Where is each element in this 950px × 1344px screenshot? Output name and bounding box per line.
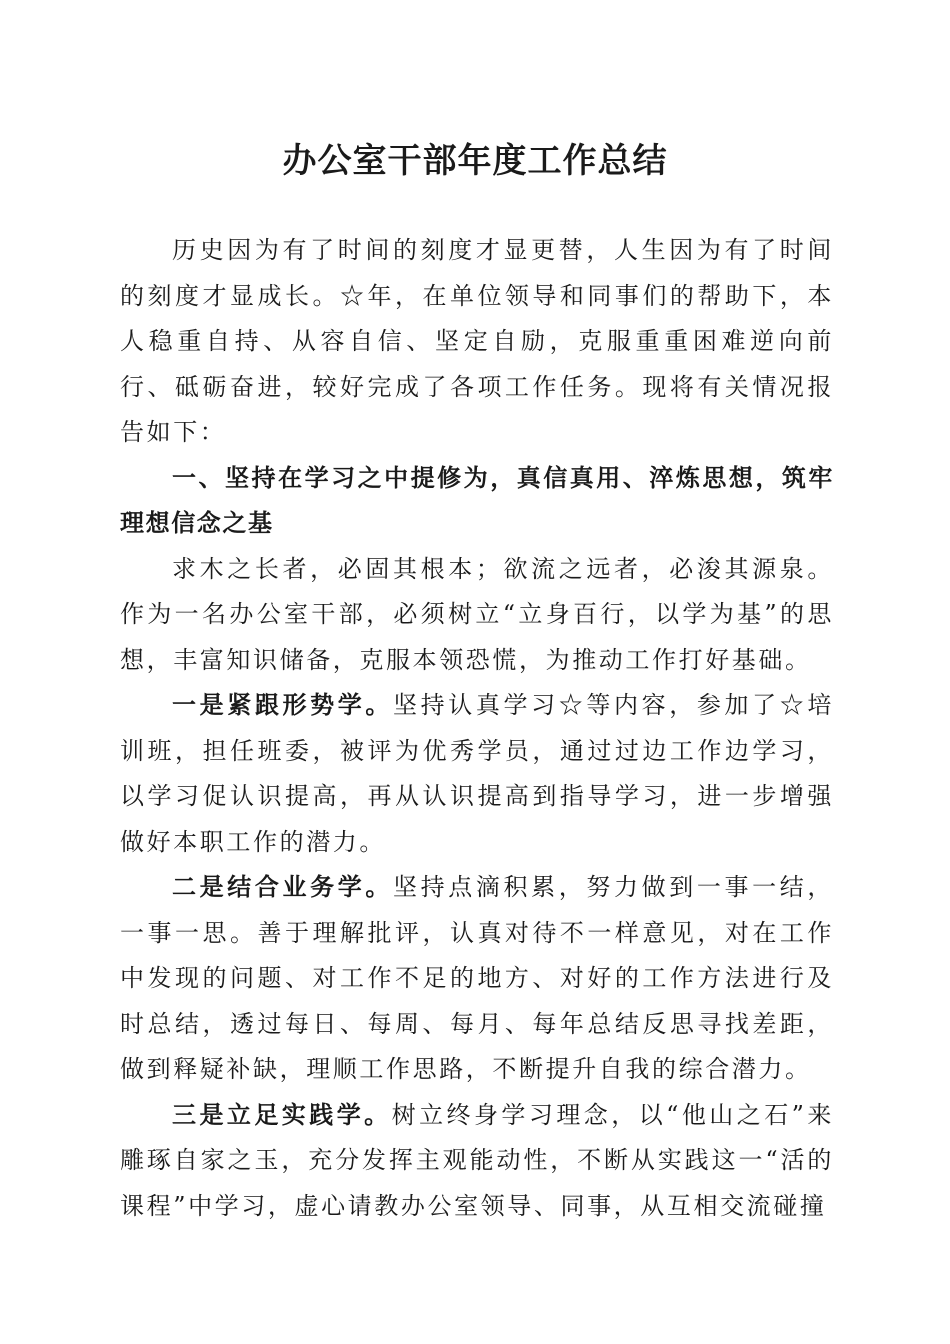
item-1-paragraph [120,683,834,865]
item-2-lead: 二是结合业务学。 [172,873,394,901]
document-title: 办公室干部年度工作总结 [282,141,668,181]
intro-paragraph: 历史因为有了时间的刻度才显更替，人生因为有了时间的刻度才显成长。☆年，在单位领导和同事们的帮助下，本人稳重自持、从容自信、坚定自励，克服重重困难逆向前行、砥砺奋进，较好完成了各项工作任务。现将有关情况报告如下： [120,236,834,446]
item-1-lead: 一是紧跟形势学。 [172,691,394,719]
item-3-paragraph [120,1093,834,1230]
item-3-text: 树立终身学习理念，以“他山之石”来雕琢自家之玉，充分发挥主观能动性，不断从实践这一“活的课程”中学习，虚心请教办公室领导、同事，从互相交流碰撞 [120,1100,834,1220]
item-2-text: 坚持点滴积累，努力做到一事一结，一事一思。善于理解批评，认真对待不一样意见，对在工作中发现的问题、对工作不足的地方、对好的工作方法进行及时总结，透过每日、每周、每月、每年总结反思寻找差距，做到释疑补缺，理顺工作思路，不断提升自我的综合潜力。 [120,873,834,1083]
section-1-heading: 一、坚持在学习之中提修为，真信真用、淬炼思想，筑牢理想信念之基 [120,463,834,537]
item-1-text: 坚持认真学习☆等内容，参加了☆培训班，担任班委，被评为优秀学员，通过过边工作边学习，以学习促认识提高，再从认识提高到指导学习，进一步增强做好本职工作的潜力。 [120,691,834,856]
item-3-lead: 三是立足实践学。 [172,1100,392,1129]
document-body [120,228,834,1229]
section-1-intro-paragraph: 求木之长者，必固其根本；欲流之远者，必浚其源泉。作为一名办公室干部，必须树立“立身百行，以学为基”的思想，丰富知识储备，克服本领恐慌，为推动工作打好基础。 [120,554,834,674]
item-2-paragraph [120,865,834,1093]
